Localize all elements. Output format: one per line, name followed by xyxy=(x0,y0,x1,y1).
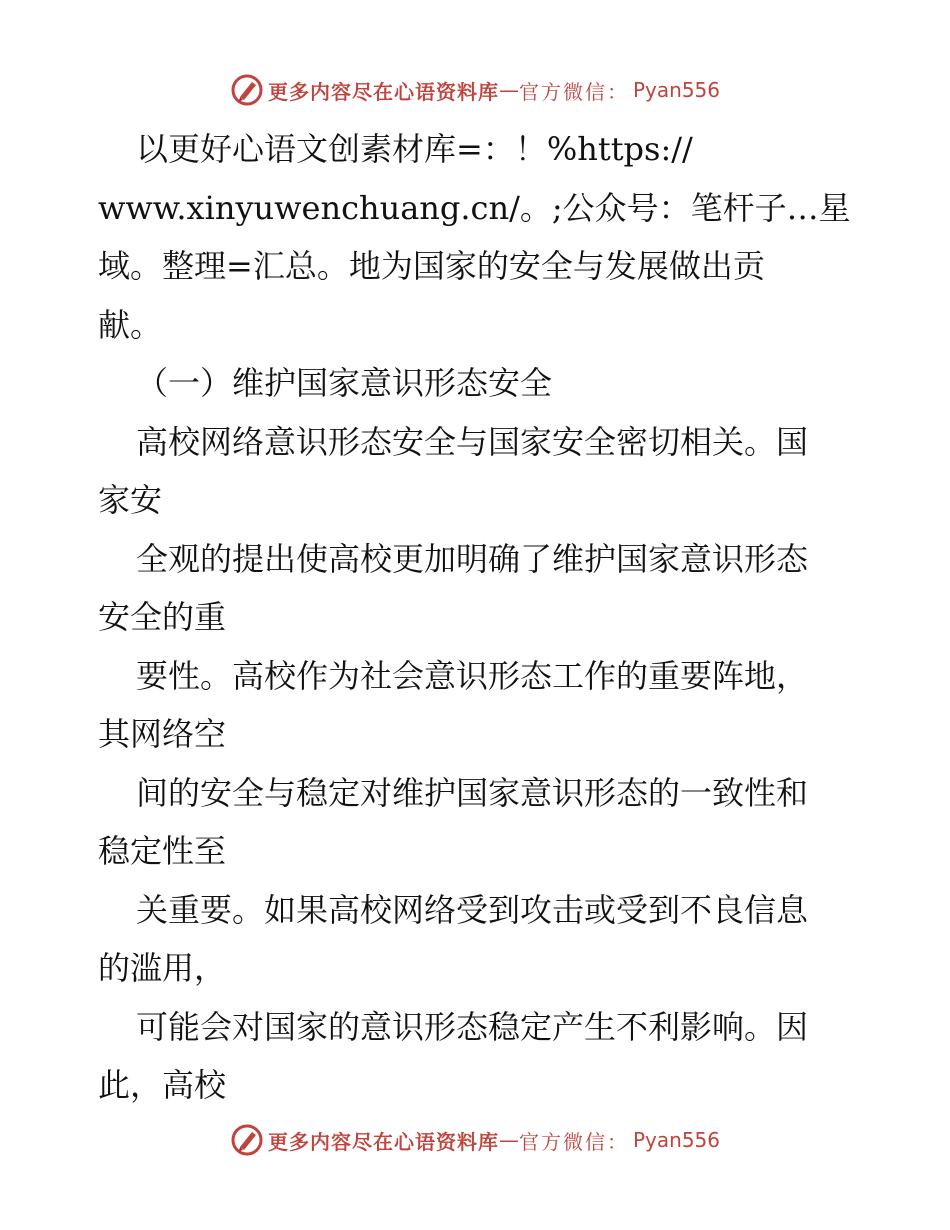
body-line: 全观的提出使高校更加明确了维护国家意识形态 xyxy=(136,539,809,578)
body-line: 关重要。如果高校网络受到攻击或受到不良信息 xyxy=(136,890,809,929)
body-line: 以更好心语文创素材库=：！%https:// xyxy=(136,130,693,168)
body-line: 其网络空 xyxy=(98,715,227,753)
document-body xyxy=(98,120,858,1115)
body-line: 家安 xyxy=(98,481,163,519)
body-line: 的滥用， xyxy=(98,949,227,987)
body-line: 稳定性至 xyxy=(98,832,227,870)
banner-main-text: 更多内容尽在心语资料库 xyxy=(267,79,499,104)
body-line: 献。 xyxy=(98,305,163,344)
header-banner xyxy=(0,70,950,110)
body-line: www.xinyuwenchuang.cn/。;公众号：笔杆子…星 xyxy=(98,188,851,227)
pen-seal-icon xyxy=(230,1123,264,1157)
body-line: 域。整理=汇总。地为国家的安全与发展做出贡 xyxy=(98,247,765,285)
body-line: 可能会对国家的意识形态稳定产生不利影响。因 xyxy=(136,1007,809,1046)
banner-dash: — xyxy=(498,1128,519,1152)
banner-wechat-id: Pyan556 xyxy=(632,1128,720,1152)
banner-wechat-label: 官方微信： xyxy=(518,1129,629,1154)
footer-banner xyxy=(0,1120,950,1160)
body-line: 高校网络意识形态安全与国家安全密切相关。国 xyxy=(136,422,809,461)
banner-main-text: 更多内容尽在心语资料库 xyxy=(267,1129,499,1154)
pen-seal-icon xyxy=(230,73,264,107)
banner-dash: — xyxy=(498,78,519,102)
body-line: 安全的重 xyxy=(98,598,227,636)
body-line: 要性。高校作为社会意识形态工作的重要阵地， xyxy=(136,656,809,695)
body-line: 此，高校 xyxy=(98,1066,227,1104)
section-heading: （一）维护国家意识形态安全 xyxy=(136,364,553,402)
body-line: 间的安全与稳定对维护国家意识形态的一致性和 xyxy=(136,773,809,812)
banner-wechat-label: 官方微信： xyxy=(518,79,629,104)
banner-wechat-id: Pyan556 xyxy=(632,78,720,102)
